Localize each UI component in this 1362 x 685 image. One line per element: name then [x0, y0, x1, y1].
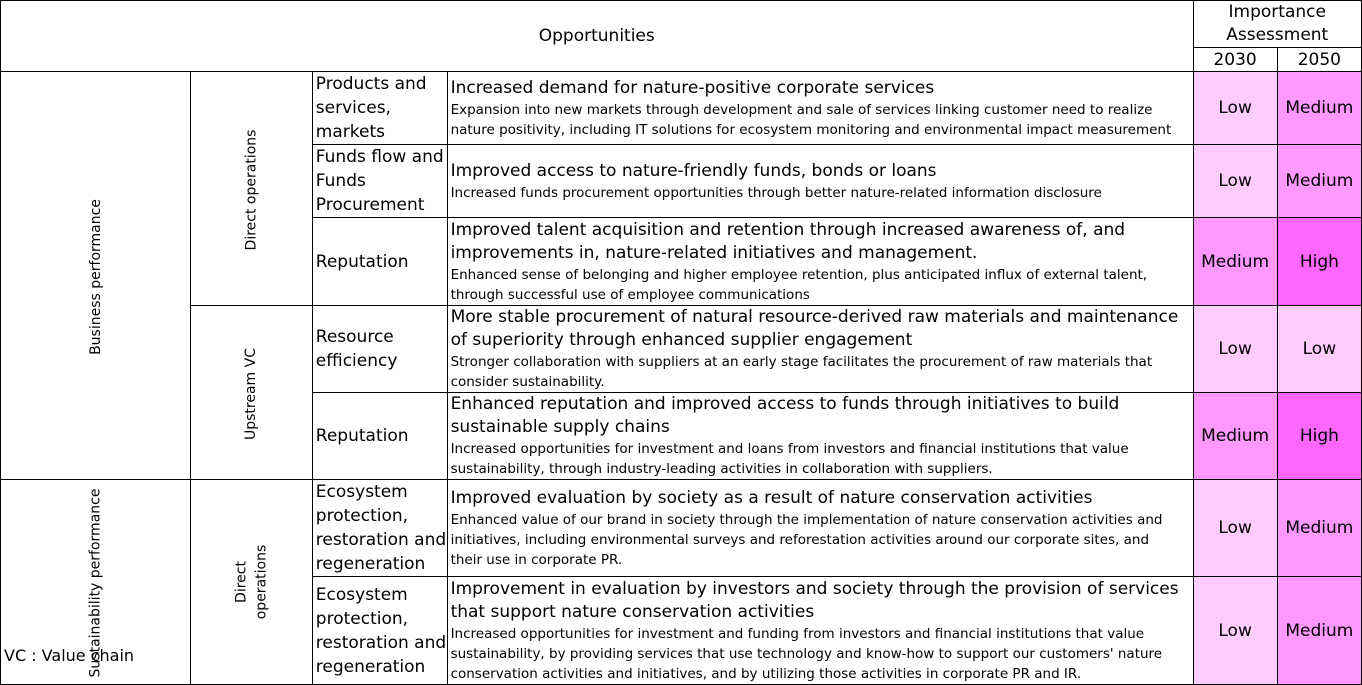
rating-2030-cell: Low: [1193, 480, 1277, 577]
rating-2030-cell: Low: [1193, 145, 1277, 218]
category-cell: Reputation: [312, 218, 447, 306]
opportunity-description: Increased opportunities for investment and funding from investors and financial institutions that value sustainability, by providing services that use technology and know-how to support our customers' nature conservation activities and initiatives, and by utilizing those activities in corporate PR and IR.: [450, 625, 1163, 682]
rating-2030-cell: Low: [1193, 306, 1277, 393]
opportunity-title: Enhanced reputation and improved access to funds through initiatives to build sustainable supply chains: [450, 394, 1120, 437]
opportunity-cell: [447, 577, 1193, 685]
rating-2050-cell: Medium: [1277, 72, 1361, 145]
rating-2050-cell: Medium: [1277, 480, 1361, 577]
business-performance-label: Business performance: [87, 198, 104, 355]
opportunity-cell: [447, 72, 1193, 145]
category-cell: Resource efficiency: [312, 306, 447, 393]
opportunity-description: Enhanced value of our brand in society through the implementation of nature conservation activities and initiatives, including environmental surveys and reforestation activities around our corporate sites, and their use in corporate PR.: [450, 511, 1163, 568]
direct-operations-label: Direct operations: [243, 129, 260, 250]
opportunity-title: More stable procurement of natural resource-derived raw materials and maintenance of superiority through enhanced supplier engagement: [450, 307, 1179, 350]
importance-assessment-header: Importance Assessment: [1193, 1, 1362, 48]
upstream-vc-label: Upstream VC: [243, 347, 260, 440]
rating-2030-cell: Medium: [1193, 218, 1277, 306]
rating-2030-cell: Low: [1193, 72, 1277, 145]
direct-operations-line-1: Direct: [233, 561, 250, 603]
opportunity-description: Increased opportunities for investment and loans from investors and financial institutions that value sustainability, through industry-leading activities in collaboration with suppliers.: [450, 441, 1129, 477]
opportunity-title: Improved access to nature-friendly funds, bonds or loans: [450, 160, 937, 181]
opportunity-title: Improvement in evaluation by investors and society through the provision of services that support nature conservation activities: [450, 578, 1179, 622]
year-2030-header: 2030: [1193, 48, 1277, 72]
direct-operations-group: [190, 480, 312, 685]
opportunity-cell: [447, 393, 1193, 480]
footnote: VC : Value chain: [4, 646, 135, 665]
rating-2030-cell: Low: [1193, 577, 1277, 685]
opportunities-header: Opportunities: [1, 1, 1194, 72]
opportunity-title: Improved evaluation by society as a result of nature conservation activities: [450, 487, 1093, 508]
opportunity-cell: [447, 480, 1193, 577]
rating-2050-cell: Low: [1277, 306, 1361, 393]
opportunity-cell: [447, 306, 1193, 393]
table-row: [1, 480, 1362, 577]
direct-operations-group: [190, 72, 312, 306]
opportunity-description: Enhanced sense of belonging and higher employee retention, plus anticipated influx of external talent, through successful use of employee communications: [450, 266, 1148, 303]
rating-2050-cell: High: [1277, 393, 1361, 480]
business-performance-group: [1, 72, 191, 480]
opportunity-description: Expansion into new markets through development and sale of services linking customer need to realize nature positivity, including IT solutions for ecosystem monitoring and environmental impact measurement: [450, 101, 1172, 138]
upstream-vc-group: [190, 306, 312, 480]
direct-operations-label: [231, 545, 271, 620]
opportunity-cell: [447, 218, 1193, 306]
category-cell: Products and services, markets: [312, 72, 447, 145]
year-2050-header: 2050: [1277, 48, 1361, 72]
category-cell: Ecosystem protection, restoration and regeneration: [312, 577, 447, 685]
opportunity-cell: [447, 145, 1193, 218]
opportunity-title: Increased demand for nature-positive corporate services: [450, 77, 935, 98]
category-cell: Reputation: [312, 393, 447, 480]
opportunity-title: Improved talent acquisition and retention through increased awareness of, and improvements in, nature-related initiatives and management.: [450, 219, 1126, 263]
sustainability-performance-label: Sustainability performance: [87, 488, 104, 678]
rating-2050-cell: High: [1277, 218, 1361, 306]
rating-2030-cell: Medium: [1193, 393, 1277, 480]
opportunity-description: Stronger collaboration with suppliers at an early stage facilitates the procurement of raw materials that consider sustainability.: [450, 354, 1153, 390]
rating-2050-cell: Medium: [1277, 145, 1361, 218]
table-row: [1, 306, 1362, 393]
rating-2050-cell: Medium: [1277, 577, 1361, 685]
category-cell: Funds flow and Funds Procurement: [312, 145, 447, 218]
table-row: [1, 72, 1362, 145]
opportunity-description: Increased funds procurement opportunities through better nature-related information disclosure: [450, 184, 1102, 201]
category-cell: Ecosystem protection, restoration and regeneration: [312, 480, 447, 577]
direct-operations-line-2: operations: [253, 544, 270, 620]
